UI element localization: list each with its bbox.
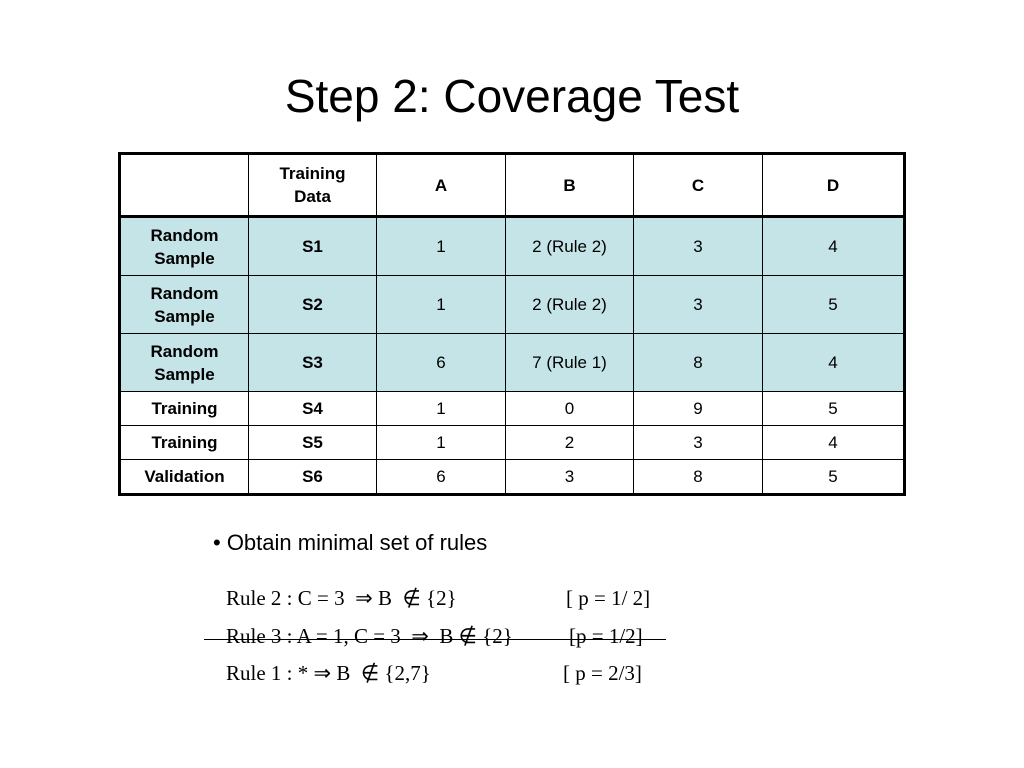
rule-2-formula: Rule 2 : C = 3 ⇒ B ∉ {2} [226,586,457,610]
table-row [120,217,905,276]
cell-d: 4 [763,217,905,276]
cell-b: 3 [506,460,634,495]
cell-a: 1 [377,426,506,460]
cell-c: 3 [634,426,763,460]
row-label: Random Sample [120,334,249,392]
table-row [120,392,905,426]
table-row [120,276,905,334]
sample-id: S4 [249,392,377,426]
cell-c: 3 [634,217,763,276]
cell-b: 2 (Rule 2) [506,217,634,276]
cell-c: 8 [634,334,763,392]
table-header-row [120,154,905,217]
sample-id: S3 [249,334,377,392]
row-label: Validation [120,460,249,495]
bullet-point: • Obtain minimal set of rules [213,530,488,555]
sample-id: S5 [249,426,377,460]
cell-d: 4 [763,426,905,460]
cell-b: 0 [506,392,634,426]
cell-c: 9 [634,392,763,426]
cell-d: 5 [763,276,905,334]
header-corner [120,154,249,217]
cell-a: 1 [377,276,506,334]
header-b: B [506,154,634,217]
cell-a: 6 [377,460,506,495]
sample-id: S2 [249,276,377,334]
table-row [120,426,905,460]
cell-b: 2 [506,426,634,460]
cell-d: 4 [763,334,905,392]
cell-a: 1 [377,217,506,276]
table-row [120,460,905,495]
slide-title: Step 2: Coverage Test [284,70,740,122]
sample-id: S6 [249,460,377,495]
cell-c: 3 [634,276,763,334]
rule-1-formula: Rule 1 : * ⇒ B ∉ {2,7} [226,661,431,685]
coverage-table [118,152,906,496]
rule-3-probability: [p = 1/2] [569,624,643,648]
rule-3-strikethrough [204,639,666,640]
row-label: Random Sample [120,276,249,334]
header-training-data: Training Data [249,154,377,217]
cell-a: 6 [377,334,506,392]
table-row [120,334,905,392]
header-c: C [634,154,763,217]
rule-1-probability: [ p = 2/3] [563,661,642,685]
cell-d: 5 [763,460,905,495]
sample-id: S1 [249,217,377,276]
rule-3-formula: Rule 3 : A = 1, C = 3 ⇒ B ∉ {2} [226,624,513,648]
cell-b: 2 (Rule 2) [506,276,634,334]
rule-2-probability: [ p = 1/ 2] [566,586,651,610]
cell-a: 1 [377,392,506,426]
header-d: D [763,154,905,217]
cell-c: 8 [634,460,763,495]
row-label: Training [120,392,249,426]
cell-d: 5 [763,392,905,426]
row-label: Random Sample [120,217,249,276]
row-label: Training [120,426,249,460]
cell-b: 7 (Rule 1) [506,334,634,392]
header-a: A [377,154,506,217]
